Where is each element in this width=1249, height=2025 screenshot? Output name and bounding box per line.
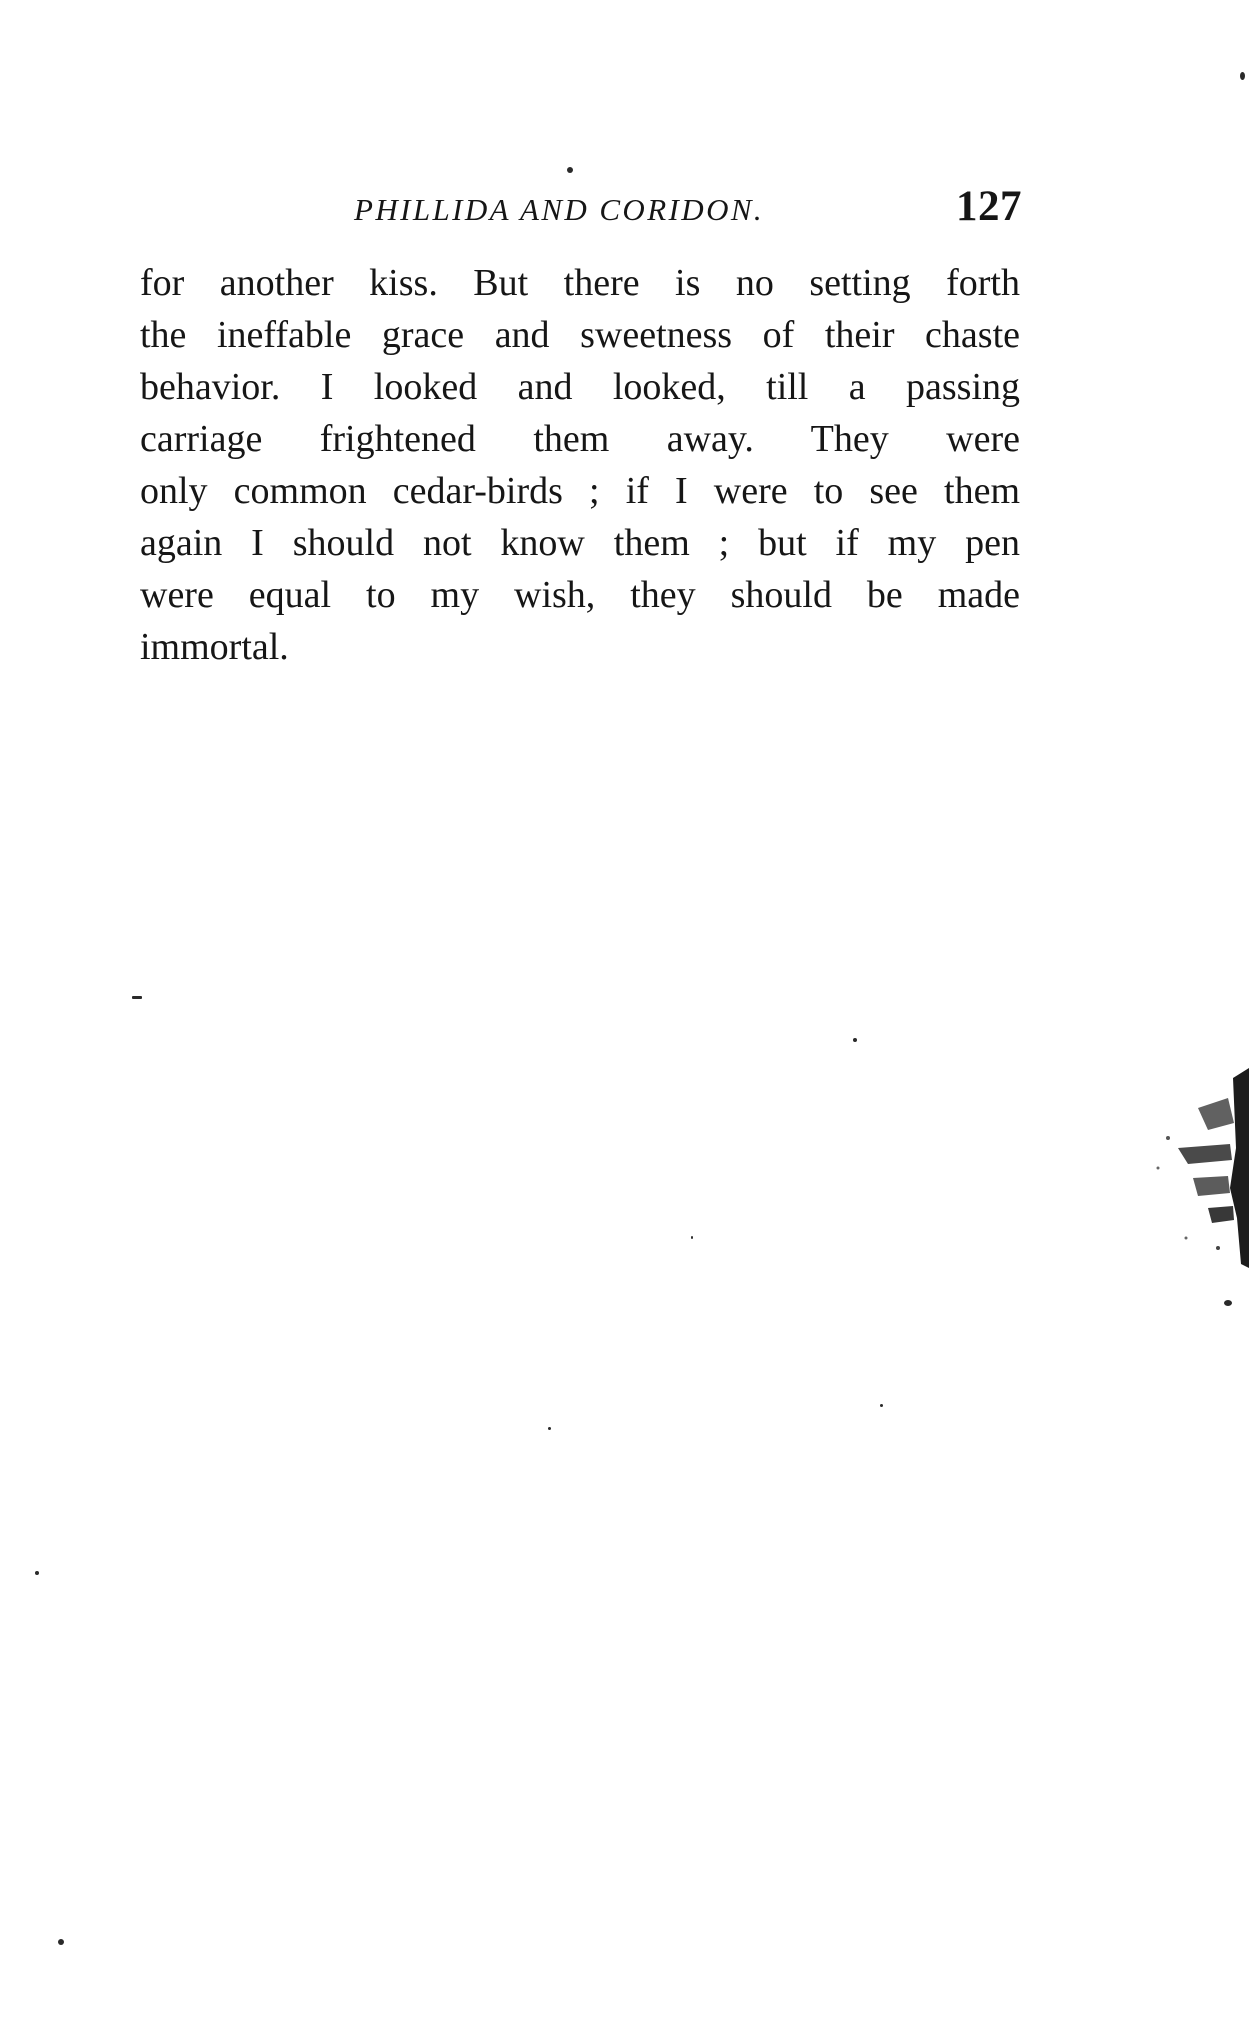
text-line: immortal. xyxy=(140,626,289,668)
text-line: carriage frightened them away. They were xyxy=(140,418,1020,460)
page-number: 127 xyxy=(956,183,1022,230)
text-line: for another kiss. But there is no setting forth xyxy=(140,262,1020,304)
text-line: only common cedar-birds ; if I were to see them xyxy=(140,470,1020,512)
text-line: behavior. I looked and looked, till a passing xyxy=(140,366,1020,408)
ink-speck xyxy=(132,996,142,999)
ink-speck xyxy=(567,167,573,173)
text-line: again I should not know them ; but if my pen xyxy=(140,522,1020,564)
ink-speck xyxy=(35,1571,39,1575)
text-line: the ineffable grace and sweetness of their chaste xyxy=(140,314,1020,356)
edge-bleed-through xyxy=(1138,1068,1249,1268)
running-title: PHILLIDA AND CORIDON. xyxy=(354,192,765,227)
ink-speck xyxy=(1240,72,1245,80)
running-head xyxy=(140,184,1020,240)
ink-speck xyxy=(853,1038,857,1042)
ink-speck xyxy=(880,1404,883,1407)
ink-speck xyxy=(548,1427,551,1430)
text-line: were equal to my wish, they should be made xyxy=(140,574,1020,616)
ink-speck xyxy=(58,1939,64,1945)
ink-speck xyxy=(1224,1300,1232,1306)
body-text xyxy=(140,257,1020,673)
ink-speck xyxy=(691,1236,693,1239)
